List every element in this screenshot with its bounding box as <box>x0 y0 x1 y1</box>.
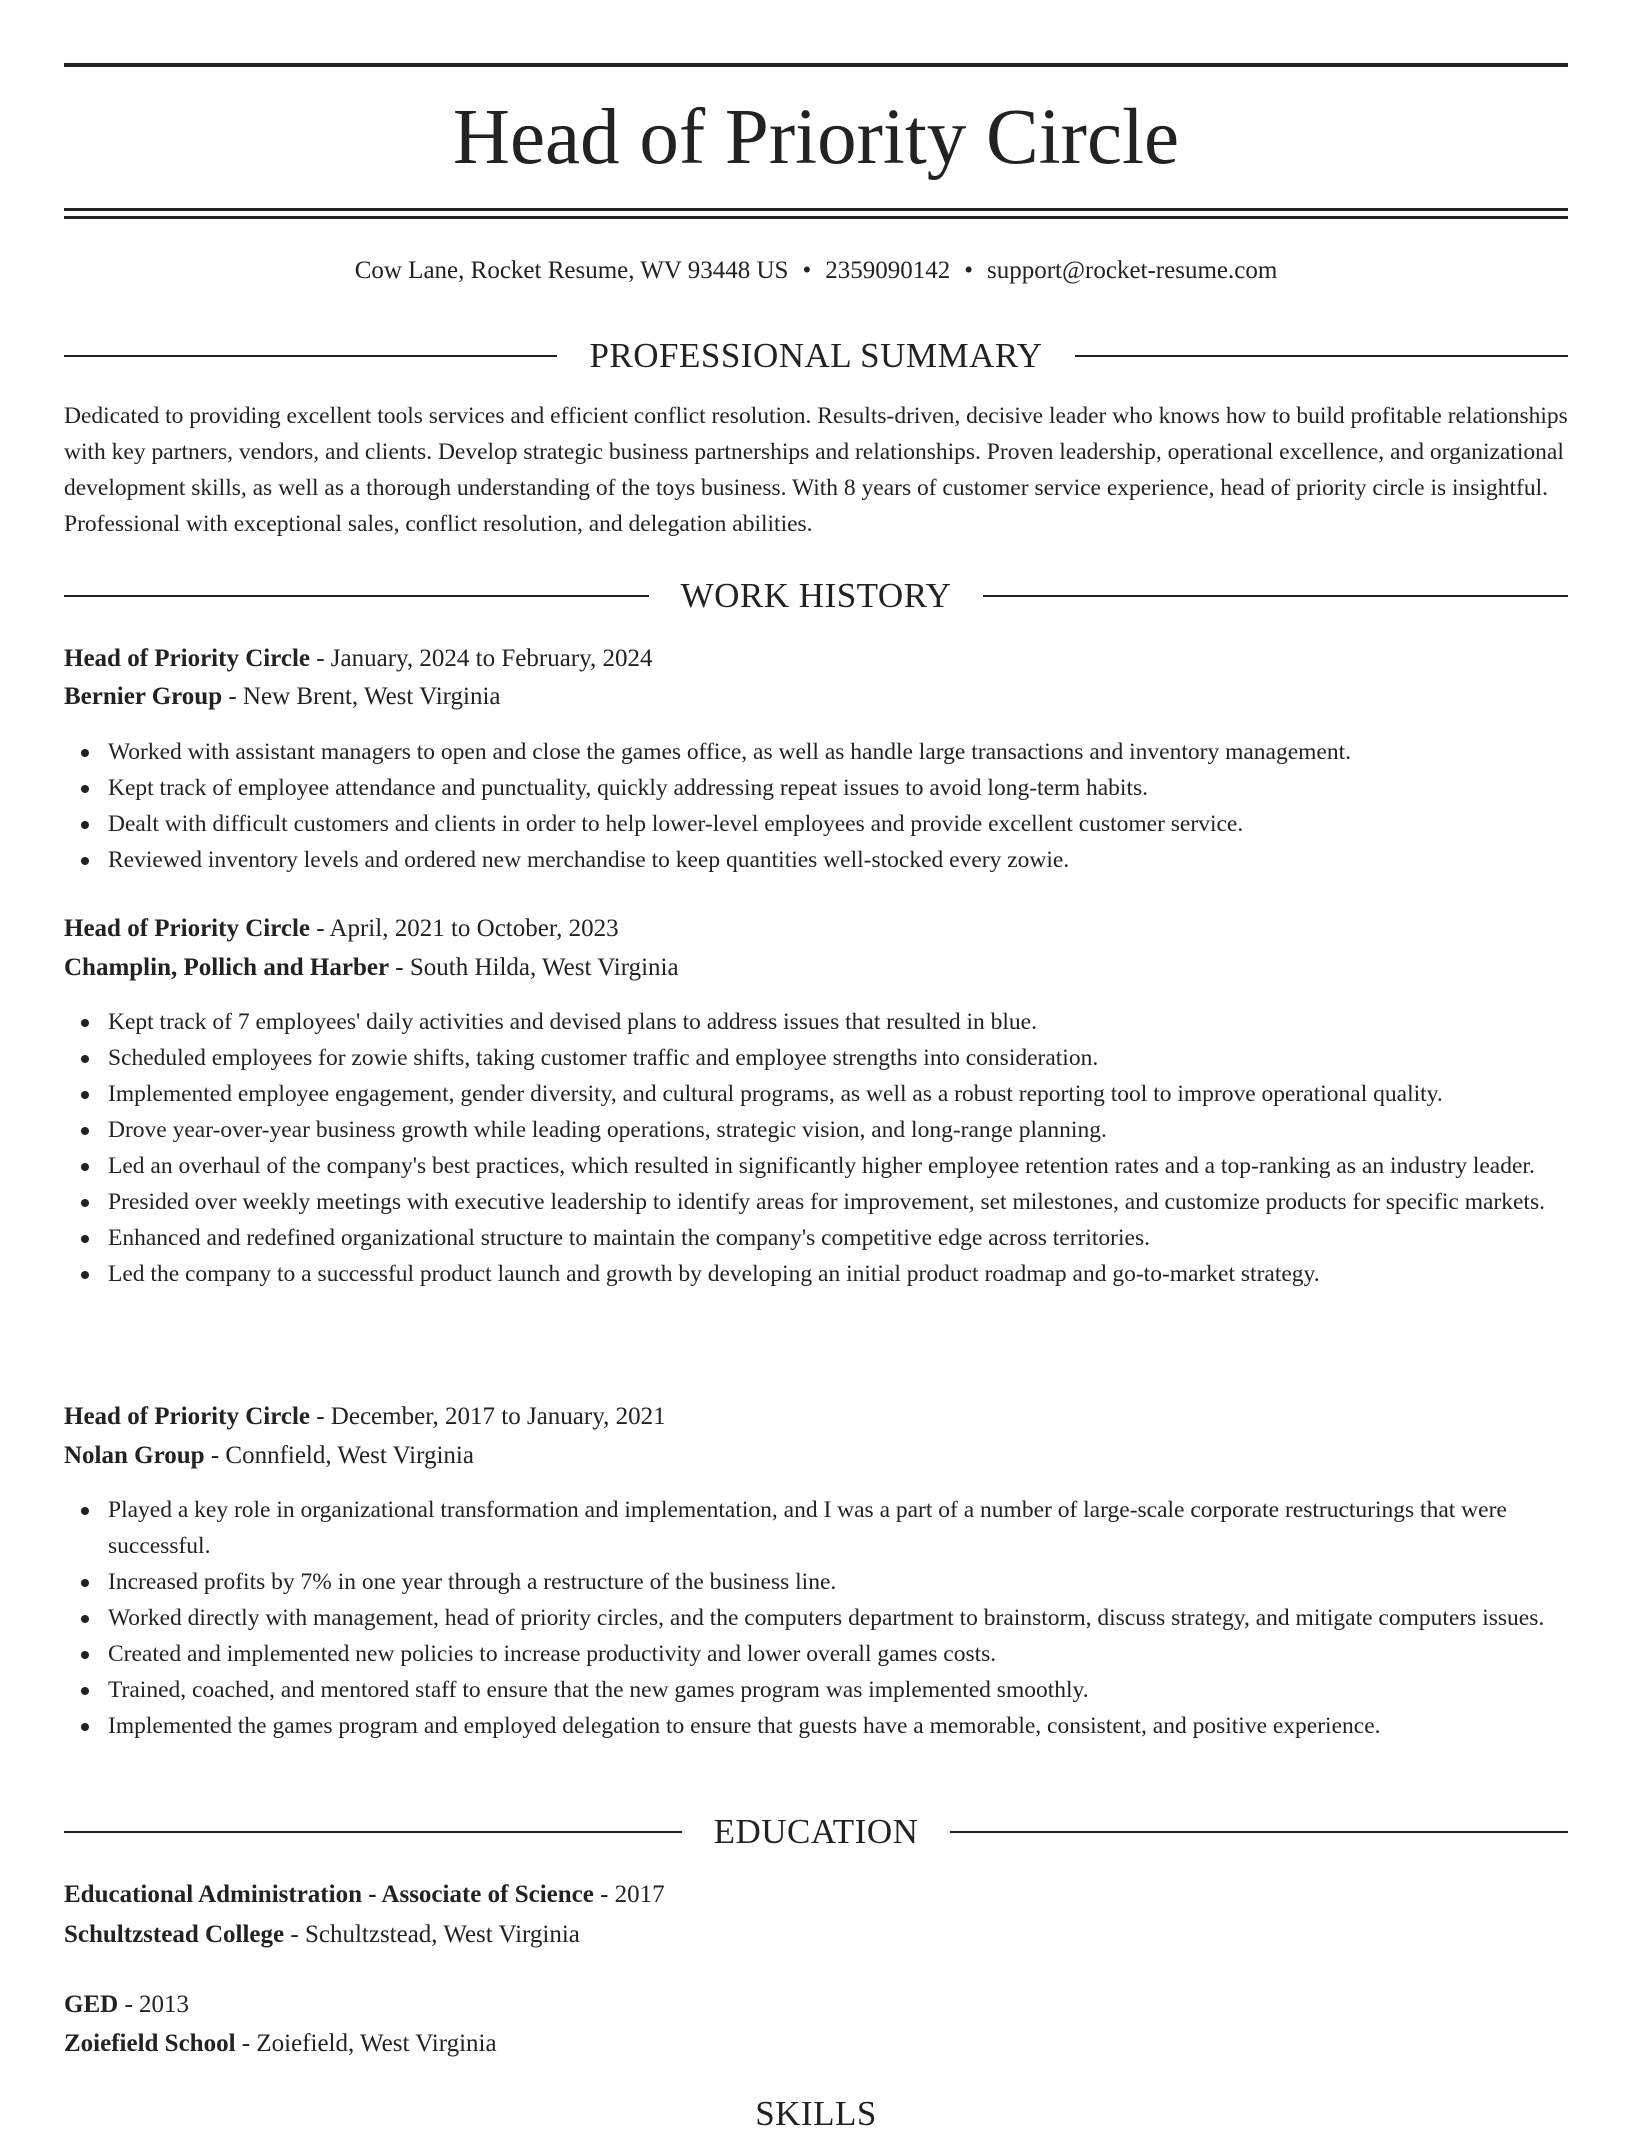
education-degree-line <box>64 1987 1568 2023</box>
contact-separator: • <box>802 257 812 284</box>
education-school-line <box>64 1917 1568 1953</box>
skills-section-heading <box>64 2092 1568 2136</box>
job-bullet: Led the company to a successful product launch and growth by developing an initial product roadmap and go-to-market strategy. <box>108 1256 1612 1292</box>
job-company-line <box>64 1438 1568 1474</box>
education-location: - Schultzstead, West Virginia <box>284 1921 580 1948</box>
job-bullet: Enhanced and redefined organizational structure to maintain the company's competitive edge across territories. <box>108 1220 1612 1256</box>
education-year: - 2017 <box>593 1881 665 1908</box>
job-bullet: Trained, coached, and mentored staff to ensure that the new games program was implemented smoothly. <box>108 1672 1612 1708</box>
job-bullet: Created and implemented new policies to increase productivity and lower overall games costs. <box>108 1636 1612 1672</box>
heading-rule <box>64 595 649 597</box>
education-section-title: EDUCATION <box>713 1812 919 1851</box>
job-bullet: Kept track of 7 employees' daily activities and devised plans to address issues that resulted in blue. <box>108 1004 1612 1040</box>
heading-rule <box>64 355 557 357</box>
job-location: - Connfield, West Virginia <box>204 1442 474 1469</box>
job-location: - New Brent, West Virginia <box>222 683 501 710</box>
job-bullet-list <box>64 1004 1612 1292</box>
summary-section-title: PROFESSIONAL SUMMARY <box>589 336 1043 375</box>
contact-line <box>64 254 1568 288</box>
job-bullet: Worked with assistant managers to open and close the games office, as well as handle large transactions and inventory management. <box>108 734 1612 770</box>
job-bullet-list <box>64 1492 1612 1744</box>
job-company: Nolan Group <box>64 1442 205 1469</box>
job-bullet: Implemented the games program and employed delegation to ensure that guests have a memorable, consistent, and positive experience. <box>108 1708 1612 1744</box>
heading-rule <box>950 1831 1568 1833</box>
job-title: Head of Priority Circle <box>64 1403 310 1430</box>
work-section-heading <box>64 574 1568 618</box>
resume-name: Head of Priority Circle <box>452 94 1180 181</box>
work-section-title: WORK HISTORY <box>680 576 952 615</box>
job-bullet: Dealt with difficult customers and clients in order to help lower-level employees and provide excellent customer service. <box>108 806 1612 842</box>
education-school: Schultzstead College <box>64 1921 285 1948</box>
job-bullet-list <box>64 734 1612 878</box>
job-dates: - January, 2024 to February, 2024 <box>309 645 653 672</box>
top-rule <box>64 63 1568 67</box>
education-degree: GED <box>64 1991 119 2018</box>
job-dates: - December, 2017 to January, 2021 <box>309 1403 666 1430</box>
job-bullet: Scheduled employees for zowie shifts, taking customer traffic and employee strengths into consideration. <box>108 1040 1612 1076</box>
education-school-line <box>64 2026 1568 2062</box>
job-company: Bernier Group <box>64 683 223 710</box>
contact-separator: • <box>964 257 973 284</box>
job-bullet: Kept track of employee attendance and punctuality, quickly addressing repeat issues to avoid long-term habits. <box>108 770 1612 806</box>
double-rule-lower <box>64 216 1568 219</box>
job-location: - South Hilda, West Virginia <box>389 954 679 981</box>
heading-rule <box>64 1831 682 1833</box>
summary-text: Dedicated to providing excellent tools services and efficient conflict resolution. Results-driven, decisive leader who knows how to build profitable relationships with key partners, vendors, and clients. Develop strategic business partnerships and relationships. Proven leadership, operational excellence, and organizational development skills, as well as a thorough understanding of the toys business. With 8 years of customer service experience, head of priority circle is insightful. Professional with exceptional sales, conflict resolution, and delegation abilities. <box>64 403 1568 537</box>
job-title-line <box>64 1399 1568 1435</box>
job-dates: - April, 2021 to October, 2023 <box>309 915 619 942</box>
double-rule-upper <box>64 208 1568 211</box>
contact-phone: 2359090142 <box>825 257 951 284</box>
job-company-line <box>64 950 1568 986</box>
job-bullet: Implemented employee engagement, gender diversity, and cultural programs, as well as a robust reporting tool to improve operational quality. <box>108 1076 1612 1112</box>
job-company-line <box>64 679 1568 715</box>
education-degree: Educational Administration - Associate of Science <box>64 1881 594 1908</box>
education-section-heading <box>64 1810 1568 1854</box>
contact-email: support@rocket-resume.com <box>987 257 1278 284</box>
job-company: Champlin, Pollich and Harber <box>64 954 390 981</box>
job-bullet: Played a key role in organizational transformation and implementation, and I was a part of a number of large-scale corporate restructurings that were successful. <box>108 1492 1612 1564</box>
job-bullet: Increased profits by 7% in one year through a restructure of the business line. <box>108 1564 1612 1600</box>
contact-address: Cow Lane, Rocket Resume, WV 93448 US <box>354 257 789 284</box>
job-title-line <box>64 641 1568 677</box>
job-bullet: Presided over weekly meetings with executive leadership to identify areas for improvement, set milestones, and customize products for specific markets. <box>108 1184 1612 1220</box>
skills-section-title: SKILLS <box>755 2094 877 2133</box>
job-title: Head of Priority Circle <box>64 645 310 672</box>
job-title-line <box>64 911 1568 947</box>
education-year: - 2013 <box>118 1991 190 2018</box>
job-bullet: Led an overhaul of the company's best practices, which resulted in significantly higher employee retention rates and a top-ranking as an industry leader. <box>108 1148 1612 1184</box>
education-location: - Zoiefield, West Virginia <box>235 2030 497 2057</box>
job-bullet: Reviewed inventory levels and ordered new merchandise to keep quantities well-stocked every zowie. <box>108 842 1612 878</box>
heading-rule <box>983 595 1568 597</box>
education-school: Zoiefield School <box>64 2030 236 2057</box>
job-bullet: Worked directly with management, head of priority circles, and the computers department to brainstorm, discuss strategy, and mitigate computers issues. <box>108 1600 1612 1636</box>
education-degree-line <box>64 1877 1568 1913</box>
summary-section-heading <box>64 334 1568 378</box>
heading-rule <box>1075 355 1568 357</box>
job-bullet: Drove year-over-year business growth while leading operations, strategic vision, and long-range planning. <box>108 1112 1612 1148</box>
job-title: Head of Priority Circle <box>64 915 310 942</box>
